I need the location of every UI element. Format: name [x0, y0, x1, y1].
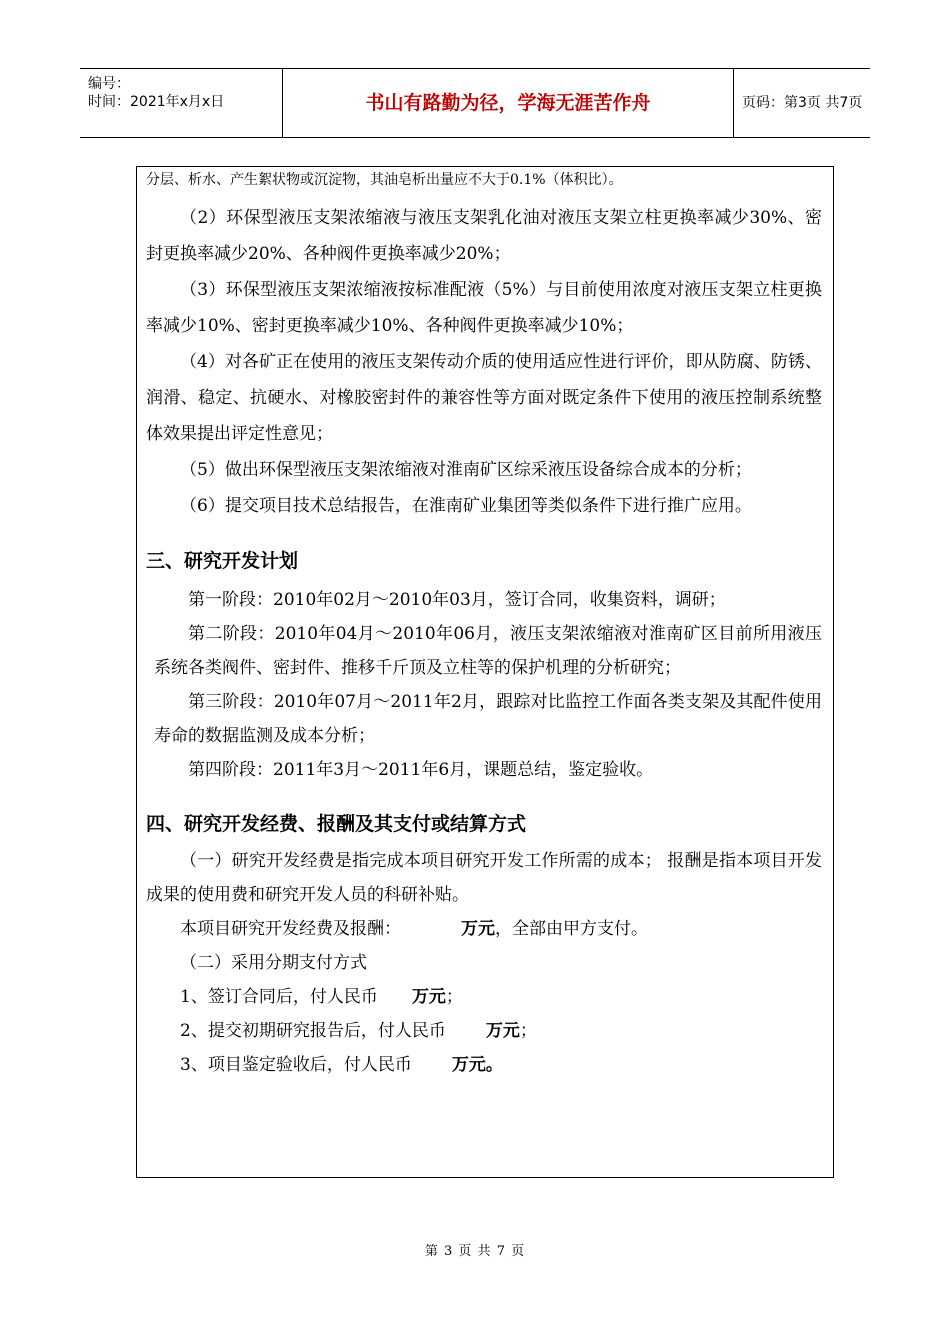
requirement-item-4: （4）对各矿正在使用的液压支架传动介质的使用适应性进行评价，即从防腐、防锈、润滑、稳定、抗硬水、对橡胶密封件的兼容性等方面对既定条件下使用的液压控制系统整体效果提出评定性意见； — [146, 352, 822, 444]
requirement-item-6: （6）提交项目技术总结报告，在淮南矿业集团等类似条件下进行推广应用。 — [180, 496, 752, 516]
plan-stage-3: 第三阶段：2010年07月～2011年2月，跟踪对比监控工作面各类支架及其配件使用寿命的数据监测及成本分析； — [154, 692, 822, 746]
installment-1: 1、签订合同后，付人民币 万元； — [180, 987, 463, 1007]
plan-stage-4: 第四阶段：2011年3月～2011年6月，课题总结，鉴定验收。 — [188, 760, 654, 780]
document-number-label: 编号： — [88, 76, 130, 92]
installment-2: 2、提交初期研究报告后，付人民币 万元； — [180, 1021, 537, 1041]
requirement-item-3: （3）环保型液压支架浓缩液按标准配液（5%）与目前使用浓度对液压支架立柱更换率减少10%、密封更换率减少10%、各种阀件更换率减少10%； — [146, 280, 822, 336]
installment-title: （二）采用分期支付方式 — [180, 953, 367, 973]
page-header — [80, 68, 870, 138]
header-page-info: 页码：第3页 共7页 — [742, 95, 863, 111]
payment-section — [146, 844, 822, 1082]
funding-paragraph: （一）研究开发经费是指完成本项目研究开发工作所需的成本； 报酬是指本项目开发成果的使用费和研究开发人员的科研补贴。 — [146, 851, 822, 905]
funding-amount — [146, 912, 822, 946]
requirement-item-5: （5）做出环保型液压支架浓缩液对淮南矿区综采液压设备综合成本的分析； — [180, 460, 752, 480]
header-motto: 书山有路勤为径，学海无涯苦作舟 — [282, 69, 734, 137]
funding-amount-unit: 万元 — [461, 919, 495, 939]
funding-amount-prefix: 本项目研究开发经费及报酬： — [180, 919, 401, 939]
page-footer: 第 3 页 共 7 页 — [424, 1244, 526, 1259]
document-date: 时间：2021年x月x日 — [88, 94, 225, 110]
funding-amount-suffix: ，全部由甲方支付。 — [495, 919, 648, 939]
installment-3: 3、项目鉴定验收后，付人民币 万元。 — [180, 1055, 503, 1075]
plan-stage-1: 第一阶段：2010年02月～2010年03月，签订合同，收集资料，调研； — [188, 590, 726, 610]
plan-list — [146, 583, 822, 787]
header-meta — [80, 69, 282, 137]
section-4-title: 四、研究开发经费、报酬及其支付或结算方式 — [146, 813, 527, 835]
continued-paragraph: 分层、析水、产生絮状物或沉淀物，其油皂析出量应不大于0.1%（体积比）。 — [146, 172, 623, 188]
section-3-title: 三、研究开发计划 — [146, 550, 299, 572]
requirement-item-2: （2）环保型液压支架浓缩液与液压支架乳化油对液压支架立柱更换率减少30%、密封更换率减少20%、各种阀件更换率减少20%； — [146, 208, 822, 264]
document-body — [146, 168, 822, 1082]
plan-stage-2: 第二阶段：2010年04月～2010年06月，液压支架浓缩液对淮南矿区目前所用液压系统各类阀件、密封件、推移千斤顶及立柱等的保护机理的分析研究； — [154, 624, 822, 678]
